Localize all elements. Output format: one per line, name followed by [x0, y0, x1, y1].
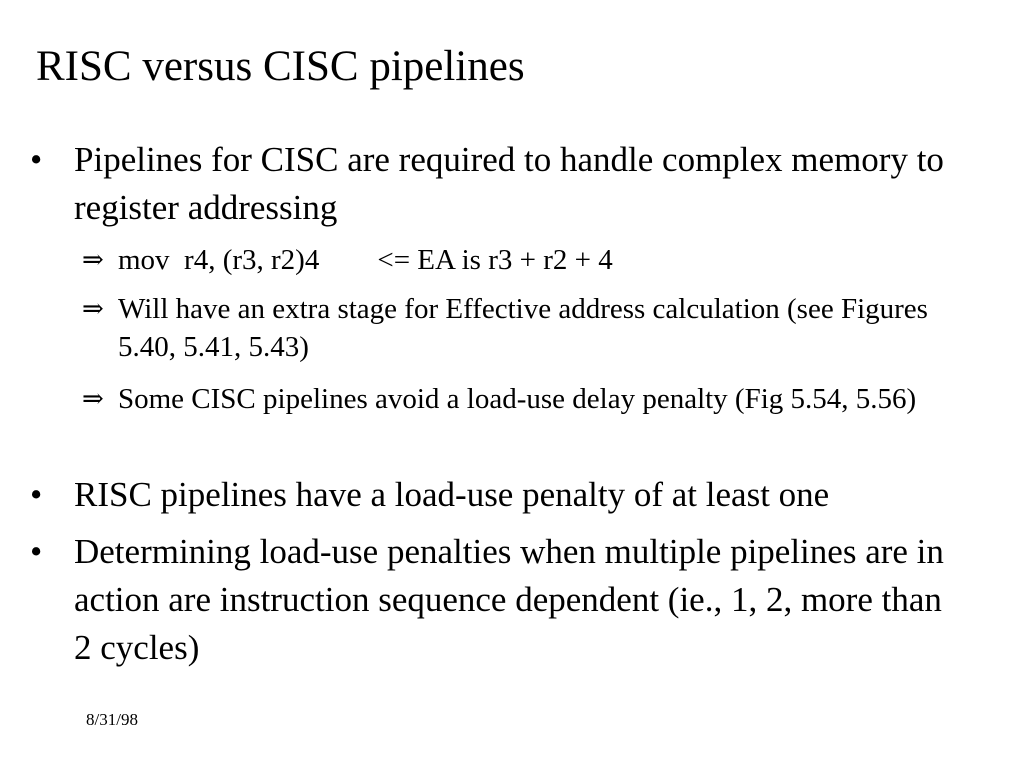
- sub-item-text: Will have an extra stage for Effective address calculation (see Figures 5.40, 5.41, 5.43): [118, 293, 928, 363]
- sub-item-text: mov r4, (r3, r2)4 <= EA is r3 + r2 + 4: [118, 244, 613, 276]
- bullet-text: Pipelines for CISC are required to handle complex memory to register addressing: [74, 140, 944, 227]
- slide-title: RISC versus CISC pipelines: [36, 43, 525, 90]
- sub-item: [82, 241, 942, 279]
- implies-arrow-icon: ⇒: [82, 384, 104, 414]
- bullet-icon: •: [30, 140, 43, 179]
- bullet-text: Determining load-use penalties when multiple pipelines are in action are instruction sequence dependent (ie., 1, 2, more than 2 cycles): [74, 532, 944, 667]
- implies-arrow-icon: ⇒: [82, 245, 104, 275]
- bullet-icon: •: [30, 475, 43, 514]
- sub-item-text: Some CISC pipelines avoid a load-use delay penalty (Fig 5.54, 5.56): [118, 383, 917, 415]
- footer-date: 8/31/98: [86, 710, 138, 729]
- sub-item: [82, 290, 942, 366]
- implies-arrow-icon: ⇒: [82, 294, 104, 324]
- bullet-text: RISC pipelines have a load-use penalty of at least one: [74, 475, 830, 514]
- bullet-item: [30, 471, 950, 519]
- bullet-icon: •: [30, 532, 43, 571]
- sub-item: [82, 380, 942, 418]
- bullet-item: [30, 528, 950, 672]
- bullet-item: [30, 136, 950, 232]
